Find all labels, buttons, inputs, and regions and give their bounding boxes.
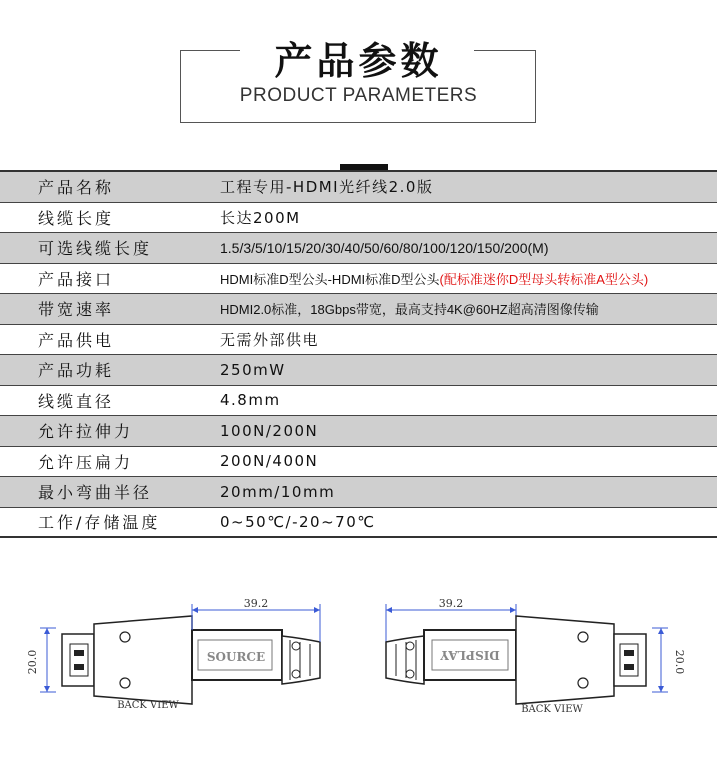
spec-value: 100N/200N — [220, 421, 319, 440]
back-view-caption: BACK VIEW — [521, 704, 583, 715]
display-label: DISPLAY — [440, 648, 500, 662]
spec-label: 线缆长度 — [38, 208, 115, 228]
spec-value: 250mW — [220, 360, 286, 379]
page-subtitle: PRODUCT PARAMETERS — [239, 85, 478, 106]
spec-value: 工程专用-HDMI光纤线2.0版 — [220, 178, 434, 197]
height-dimension-label: 20.0 — [26, 649, 39, 675]
spec-row-temperature — [0, 508, 717, 539]
spec-label: 允许压扁力 — [38, 452, 134, 472]
spec-value: HDMI标准D型公头-HDMI标准D型公头 — [220, 271, 440, 287]
length-dimension-label: 39.2 — [438, 597, 464, 610]
spec-label: 线缆直径 — [38, 391, 115, 411]
spec-row-tensile — [0, 416, 717, 447]
connector-drawings — [0, 590, 717, 779]
spec-row-crush — [0, 447, 717, 478]
spec-value: 0~50℃/-20~70℃ — [220, 512, 376, 531]
spec-value-group — [220, 269, 717, 288]
spec-row-cable-length — [0, 203, 717, 234]
spec-row-interface — [0, 264, 717, 295]
spec-value: 长达200M — [220, 208, 301, 227]
connector-drawings-svg — [0, 590, 717, 779]
spec-label: 可选线缆长度 — [38, 239, 153, 259]
spec-label: 产品功耗 — [38, 361, 115, 381]
page-title: 产品参数 — [274, 39, 443, 83]
spec-label: 产品名称 — [38, 178, 115, 198]
drawing-source-end — [26, 597, 320, 711]
spec-value: 200N/400N — [220, 452, 319, 471]
back-view-caption: BACK VIEW — [117, 700, 179, 711]
spec-label: 允许拉伸力 — [38, 422, 134, 442]
spec-table — [0, 170, 717, 538]
spec-value: 20mm/10mm — [220, 482, 336, 501]
spec-value: 4.8mm — [220, 391, 281, 410]
spec-row-product-name — [0, 172, 717, 203]
page-header — [0, 0, 717, 160]
source-label: SOURCE — [206, 650, 266, 664]
height-dimension-label: 20.0 — [673, 649, 686, 675]
spec-value-note: (配标准迷你D型母头转标准A型公头) — [439, 271, 649, 287]
spec-row-bend-radius — [0, 477, 717, 508]
spec-row-bandwidth — [0, 294, 717, 325]
spec-row-diameter — [0, 386, 717, 417]
spec-value: 1.5/3/5/10/15/20/30/40/50/60/80/100/120/150/200(M) — [220, 239, 549, 256]
spec-label: 工作/存储温度 — [38, 513, 161, 533]
spec-row-optional-lengths — [0, 233, 717, 264]
spec-value: 无需外部供电 — [220, 330, 320, 349]
spec-value: HDMI2.0标准，18Gbps带宽，最高支持4K@60HZ超高清图像传输 — [220, 302, 599, 318]
spec-row-power-consumption — [0, 355, 717, 386]
spec-label: 产品接口 — [38, 269, 115, 289]
spec-label: 带宽速率 — [38, 300, 115, 320]
length-dimension-label: 39.2 — [243, 597, 269, 610]
spec-row-power-supply — [0, 325, 717, 356]
drawing-display-end — [386, 597, 686, 715]
spec-label: 产品供电 — [38, 330, 115, 350]
spec-label: 最小弯曲半径 — [38, 483, 153, 503]
